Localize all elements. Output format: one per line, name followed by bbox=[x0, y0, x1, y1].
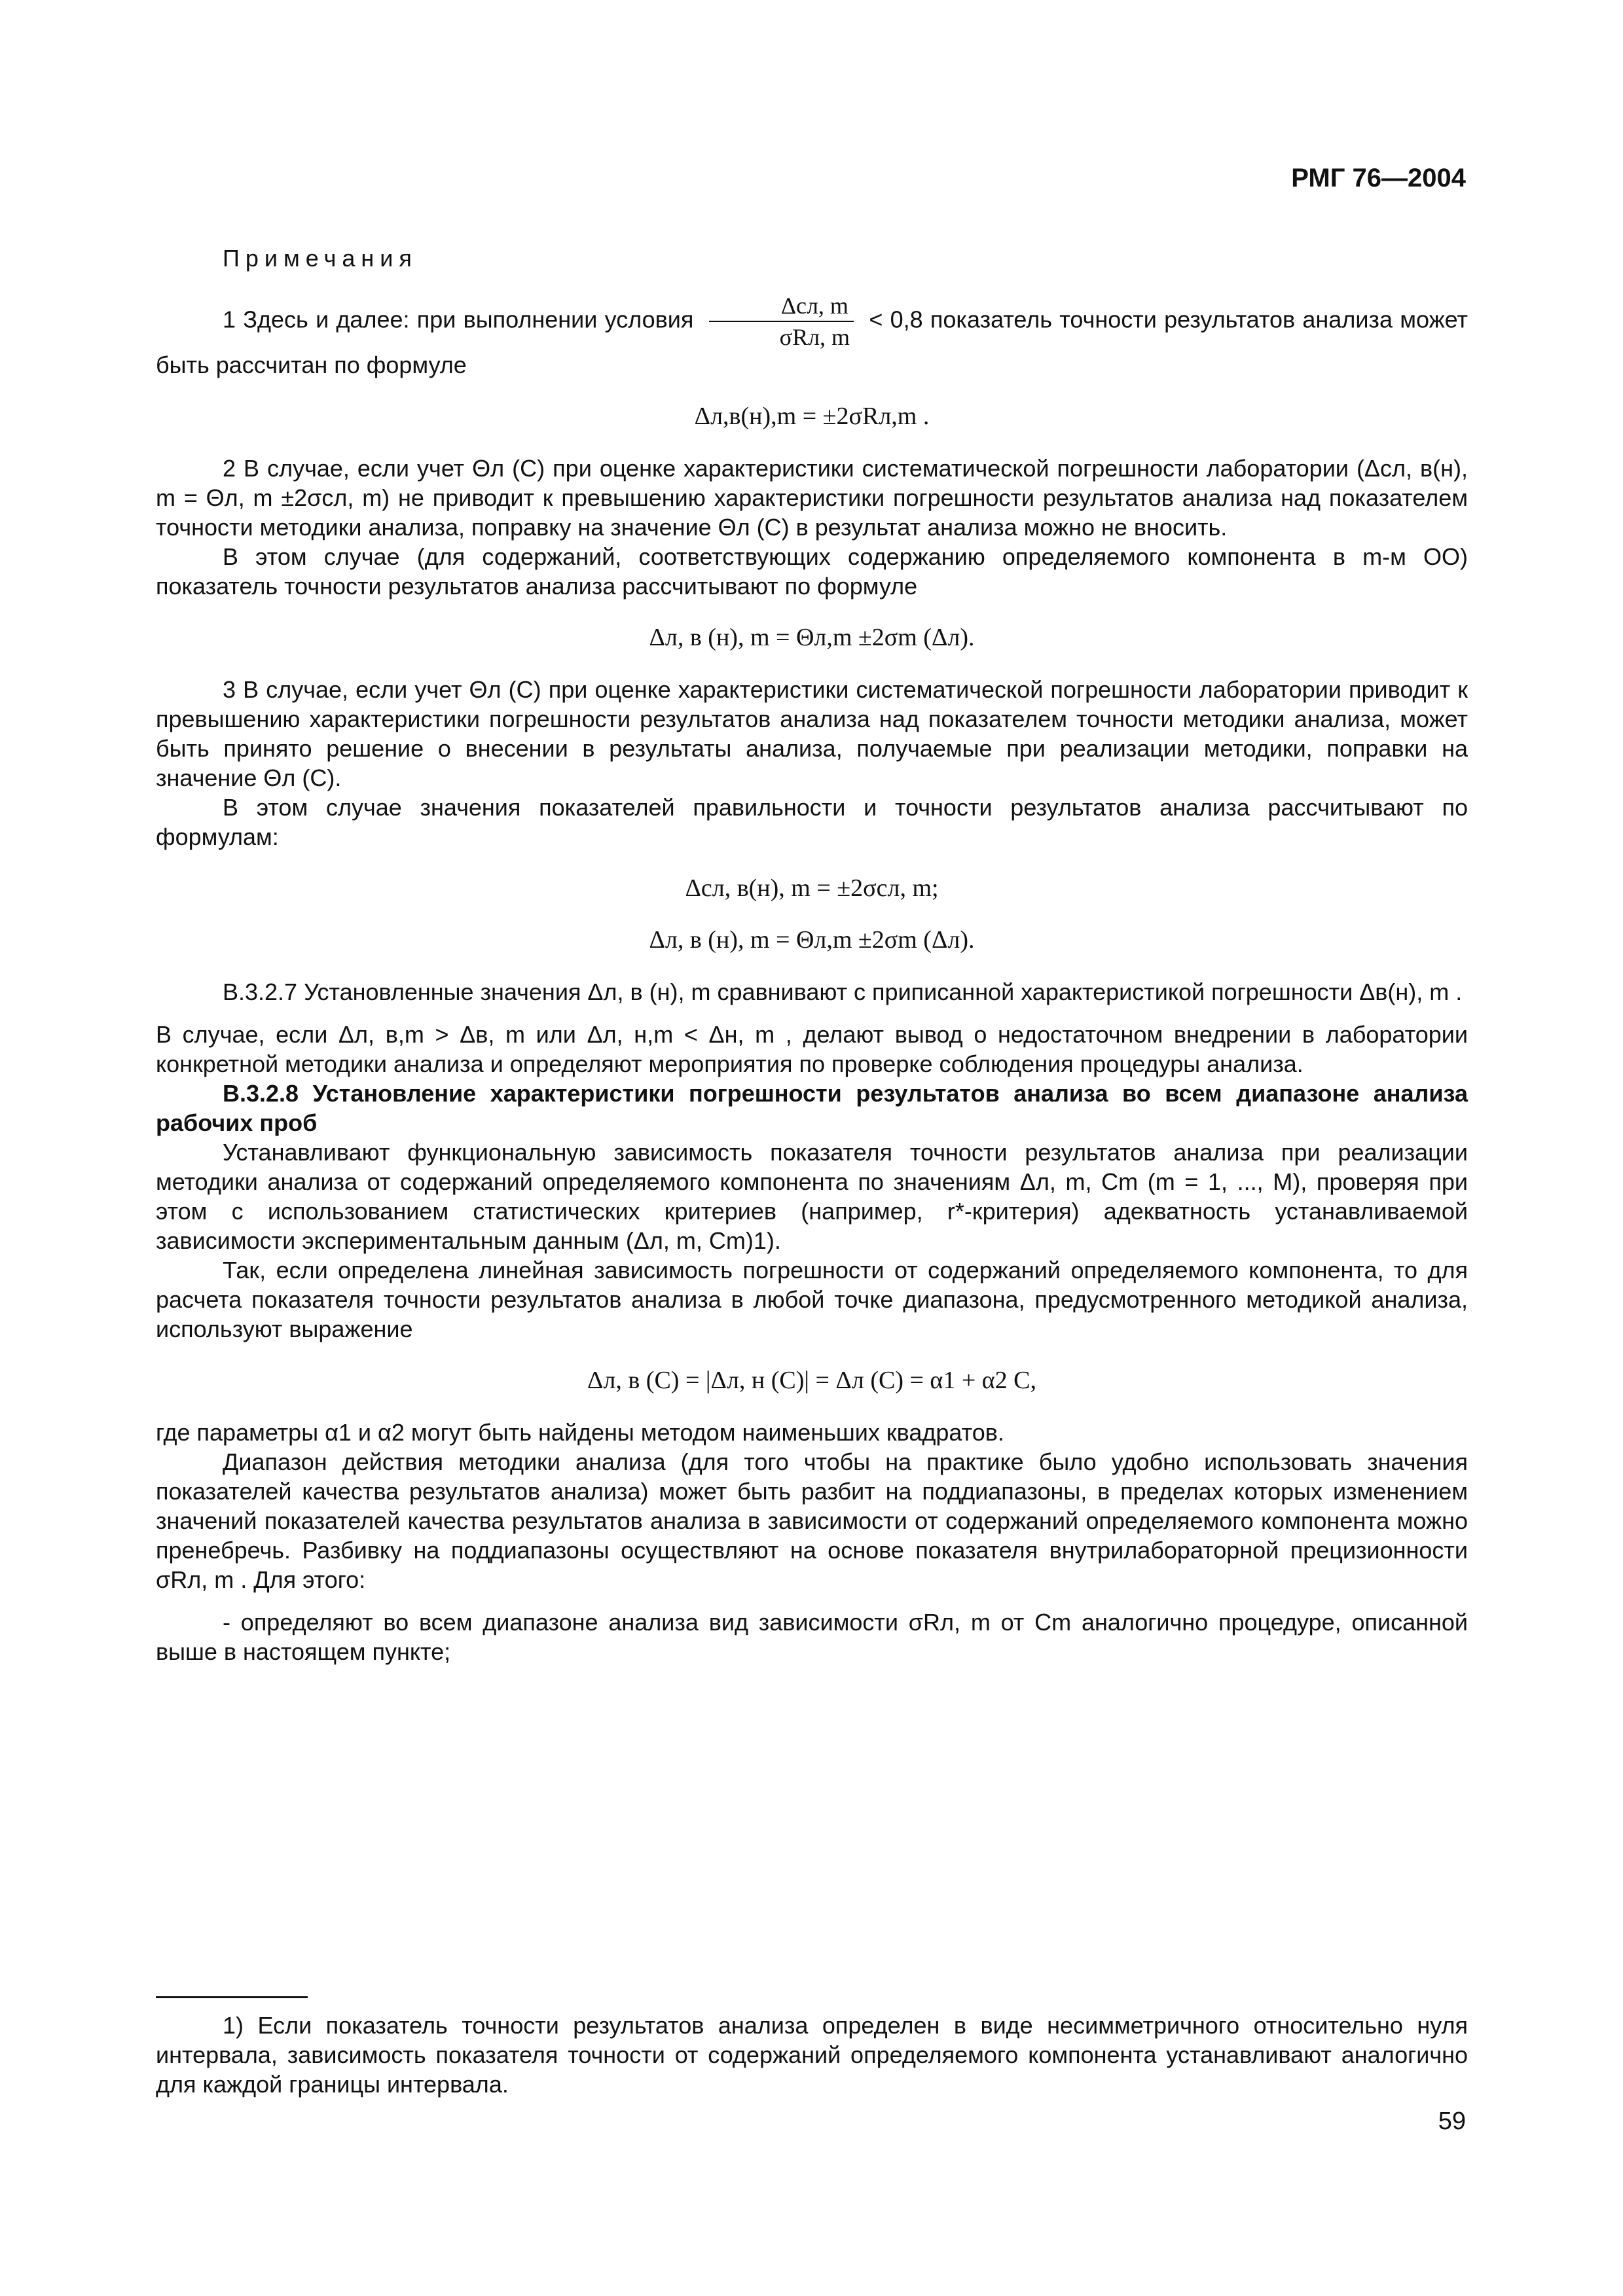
clause-3-2-8-e: - определяют во всем диапазоне анализа вид зависимости σRл, m от Cm аналогично процедуре, описанной выше в настоящем пункте; bbox=[156, 1609, 1468, 1665]
formula-2: Δл, в (н), m = Θл,m ±2σm (Δл). bbox=[649, 624, 975, 651]
footnote-divider bbox=[156, 1996, 308, 1998]
condition-fraction bbox=[709, 293, 854, 350]
formula-1: Δл,в(н),m = ±2σRл,m . bbox=[694, 403, 930, 430]
note-3-paragraph-b: В этом случае значения показателей правильности и точности результатов анализа рассчитывают по формулам: bbox=[156, 794, 1468, 850]
clause-3-2-7-b: В случае, если Δл, в,m > Δв, m или Δл, н,m < Δн, m , делают вывод о недостаточном внедрении в лаборатории конкретной методики анализа и определяют мероприятия по проверке соблюдения процедуры анализа. bbox=[156, 1021, 1468, 1077]
document-code: РМГ 76—2004 bbox=[1291, 164, 1466, 192]
note-2-paragraph-a: 2 В случае, если учет Θл (C) при оценке характеристики систематической погрешности лаборатории (Δcл, в(н), m = Θл, m ±2σcл, m) не приводит к превышению характеристики погрешности результатов анализа над показателем точности методики анализа, поправку на значение Θл (C) в результат анализа можно не вносить. bbox=[156, 455, 1468, 541]
clause-3-2-8-title: В.3.2.8 Установление характеристики погрешности результатов анализа во всем диапазоне анализа рабочих проб bbox=[156, 1080, 1468, 1136]
footnote: 1) Если показатель точности результатов анализа определен в виде несимметричного относительно нуля интервала, зависимость показателя точности от содержаний определяемого компонента устанавливают аналогично для каждой границы интервала. bbox=[156, 2012, 1468, 2098]
formula-4: Δл, в (н), m = Θл,m ±2σm (Δл). bbox=[649, 926, 975, 954]
page-content bbox=[156, 243, 1468, 1666]
clause-3-2-7-a: В.3.2.7 Установленные значения Δл, в (н), m сравнивают с приписанной характеристикой погрешности Δв(н), m . bbox=[223, 978, 1463, 1005]
note-3-paragraph-a: 3 В случае, если учет Θл (C) при оценке характеристики систематической погрешности лаборатории приводит к превышению характеристики погрешности результатов анализа над показателем точности методики анализа, может быть принято решение о внесении в результаты анализа, получаемые при реализации методики, поправки на значение Θл (C). bbox=[156, 676, 1468, 791]
formula-3: Δcл, в(н), m = ±2σcл, m; bbox=[685, 874, 939, 902]
note-1-text-b: < 0,8 показатель точности результатов анализа может быть рассчитан по формуле bbox=[156, 306, 1468, 378]
note-1-text-a: 1 Здесь и далее: при выполнении условия bbox=[223, 306, 694, 333]
page-number: 59 bbox=[1438, 2108, 1466, 2135]
clause-3-2-8-d: Диапазон действия методики анализа (для того чтобы на практике было удобно использовать значения показателей качества результатов анализа) может быть разбит на поддиапазоны, в пределах которых изменением значений показателей качества результатов анализа в зависимости от содержаний определяемого компонента можно пренебречь. Разбивку на поддиапазоны осуществляют на основе показателя внутрилабораторной прецизионности σRл, m . Для этого: bbox=[156, 1448, 1468, 1593]
note-2-paragraph-b: В этом случае (для содержаний, соответствующих содержанию определяемого компонента в m-м ОО) показатель точности результатов анализа рассчитывают по формуле bbox=[156, 543, 1468, 600]
fraction-numerator: Δcл, m bbox=[709, 293, 854, 322]
formula-5: Δл, в (C) = |Δл, н (C)| = Δл (C) = α1 + α2 C, bbox=[587, 1367, 1037, 1394]
clause-3-2-8-b: Так, если определена линейная зависимость погрешности от содержаний определяемого компонента, то для расчета показателя точности результатов анализа в любой точке диапазона, предусмотренного методикой анализа, используют выражение bbox=[156, 1257, 1468, 1342]
note-1 bbox=[156, 293, 1468, 380]
clause-3-2-8-c: где параметры α1 и α2 могут быть найдены методом наименьших квадратов. bbox=[156, 1419, 1004, 1446]
fraction-denominator: σRл, m bbox=[779, 324, 850, 350]
notes-heading: Примечания bbox=[223, 245, 418, 272]
clause-3-2-8-a: Устанавливают функциональную зависимость показателя точности результатов анализа при реализации методики анализа от содержаний определяемого компонента по значениям Δл, m, Cm (m = 1, ..., M), проверяя при этом с использованием статистических критериев (например, r*-критерия) адекватность устанавливаемой зависимости экспериментальным данным (Δл, m, Cm)1). bbox=[156, 1139, 1468, 1254]
